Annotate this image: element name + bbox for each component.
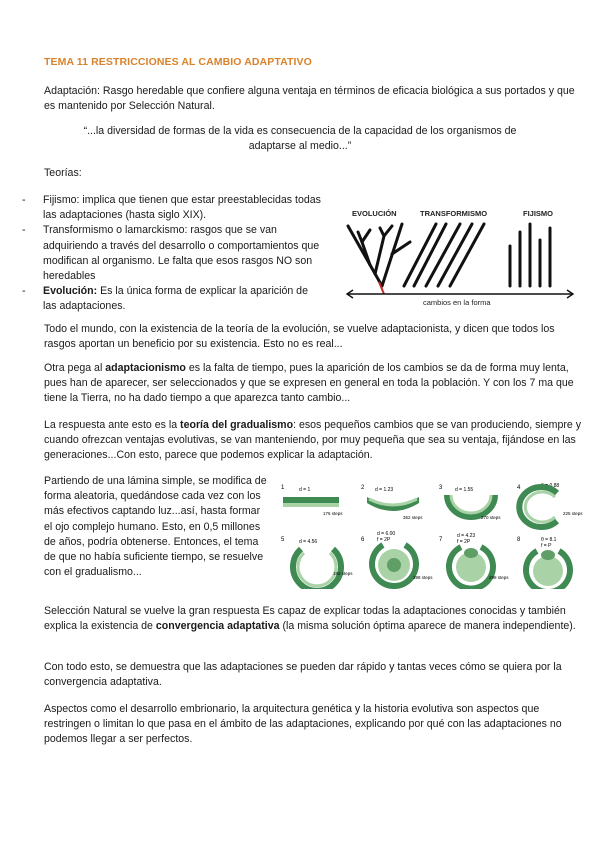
bullet-dash: - — [22, 224, 26, 237]
stage-param: d = 1.23 — [375, 487, 394, 493]
change-axis — [347, 290, 573, 298]
eye-stage-2 — [361, 485, 423, 520]
stage-param: d = 1.55 — [455, 487, 474, 493]
stage-steps: 176 steps — [323, 511, 343, 516]
quote — [60, 124, 540, 154]
stage-number: 2 — [361, 485, 365, 491]
label-transformismo: TRANSFORMISMO — [420, 209, 488, 218]
theories-label: Teorías: — [44, 167, 82, 179]
text-run: es la falta de tiempo, pues la aparición de los cambios se da de forma muy lenta, pues han de aparecer, ser seleccionados y que se expresen en general en toda la población. Y con los 7 ma que tiene la Tierra, no ha dado tiempo a que aparezca tanto cambio... — [44, 362, 574, 405]
pega-paragraph — [44, 361, 584, 407]
stage-param: d = 4.23 f = 2P — [457, 533, 476, 545]
lamina-paragraph: Partiendo de una lámina simple, se modifica de forma aleatoria, quedándose cada vez con los más efectivos captando luz...así, hasta formar el ojo complejo humano. Esto, en 0,5 millones de años, podría obtenerse. Entonces, el tema de que no había suficiente tiempo, se resuelve con el gradualismo... — [44, 475, 267, 579]
eye-evolution-figure — [275, 479, 585, 589]
stage-param: θ = 8.1 f = P — [541, 537, 557, 549]
aspectos-paragraph: Aspectos como el desarrollo embrionario, la arquitectura genética y la historia evolutiva son aspectos que restringen o limitan lo que pasa en el ámbito de las adaptaciones, explicando por qué con las adaptaciones no podemos llegar a ser perfectos. — [44, 703, 562, 746]
theory-item-transformismo — [22, 223, 322, 284]
text-run: : esos pequeños cambios que se van produciendo, siempre y cuando ofrezcan ventajas evolutivas, se van manteniendo, por muy pequeña que sea su ventaja, fijándose en las generaciones...Con esto, parece que podemos explicar la adaptación. — [44, 419, 582, 462]
bold-term: convergencia adaptativa — [155, 620, 280, 633]
stage-number: 6 — [361, 537, 365, 543]
adaptacionista-paragraph: Todo el mundo, con la existencia de la teoría de la evolución, se vuelve adaptacionista, y dicen que todos los rasgos aportan un beneficio por su existencia. Esto no es real... — [44, 323, 555, 351]
gradualismo-paragraph — [44, 418, 584, 464]
theory-item-evolucion — [22, 284, 322, 314]
demuestra-paragraph: Con todo esto, se demuestra que las adaptaciones se pueden dar rápido y tantas veces cómo se quiera por la convergencia adaptativa. — [44, 661, 562, 689]
stage-param: θ = 0.88 — [541, 483, 560, 489]
quote-line-2: adaptarse al medio...” — [248, 140, 352, 152]
label-evolucion: EVOLUCIÓN — [352, 209, 397, 218]
stage-number: 8 — [517, 537, 521, 543]
eye-stage-4 — [517, 483, 583, 527]
label-fijismo: FIJISMO — [523, 209, 554, 218]
stage-number: 5 — [281, 537, 285, 543]
definition-paragraph: Adaptación: Rasgo heredable que confiere alguna ventaja en términos de eficacia biológica a sus portados y que es mantenido por Selección Natural. — [44, 85, 575, 113]
fixism-lines — [510, 224, 550, 286]
bullet-dash: - — [22, 285, 26, 298]
bold-term: adaptacionismo — [105, 362, 186, 374]
eye-stage-1 — [281, 485, 343, 516]
theory-text: Transformismo o lamarckismo: rasgos que se van adquiriendo a través del desarrollo o comportamientos que modifican al organismo. Le falta que esos rasgos NO son heredables — [43, 224, 320, 283]
bullet-dash: - — [22, 194, 26, 206]
stage-number: 7 — [439, 537, 443, 543]
theory-bold: Evolución: — [43, 285, 98, 298]
stage-steps: 225 steps — [563, 511, 583, 516]
eye-stage-3 — [439, 485, 501, 520]
eye-stage-6 — [361, 531, 433, 586]
eye-stage-7 — [439, 533, 509, 589]
stage-steps: 398 steps — [413, 575, 433, 580]
eye-stage-5 — [281, 537, 353, 589]
bold-term: teoría del gradualismo — [180, 419, 294, 431]
seleccion-paragraph — [44, 604, 584, 634]
stage-param: d = 1 — [299, 487, 311, 493]
theories-list — [22, 193, 322, 315]
stage-param: d = 4.56 — [299, 539, 318, 545]
theories-figure — [340, 202, 580, 308]
theory-text: Es la única forma de explicar la aparición de las adaptaciones. — [43, 285, 308, 313]
stage-steps: 362 steps — [403, 515, 423, 520]
stage-number: 1 — [281, 485, 285, 491]
stage-steps: 298 steps — [489, 575, 509, 580]
text-run: (la misma solución óptima aparece de manera independiente). — [279, 620, 576, 633]
text-run: La respuesta ante esto es la — [44, 419, 181, 431]
eye-stage-8 — [517, 537, 570, 589]
quote-line-1: “...la diversidad de formas de la vida es consecuencia de la capacidad de los organismos de — [83, 125, 517, 137]
text-run: Otra pega al — [44, 362, 106, 374]
stage-number: 3 — [439, 485, 443, 491]
theory-item-fijismo — [22, 193, 322, 223]
stage-param: d = 6.00 f = 2P — [377, 531, 396, 543]
text-run: Selección Natural se vuelve la gran respuesta Es capaz de explicar todas la adaptaciones conocidas y también explica la existencia de — [44, 605, 566, 633]
axis-label: cambios en la forma — [423, 298, 491, 307]
stage-steps: 270 steps — [481, 515, 501, 520]
stage-steps: 192 steps — [333, 571, 353, 576]
stage-number: 4 — [517, 485, 521, 491]
transformism-lines — [404, 224, 484, 286]
evolution-tree — [348, 224, 410, 286]
page-title: TEMA 11 RESTRICCIONES AL CAMBIO ADAPTATIVO — [44, 56, 312, 68]
theory-text: Fijismo: implica que tienen que estar preestablecidas todas las adaptaciones (hasta siglo XIX). — [43, 194, 321, 222]
